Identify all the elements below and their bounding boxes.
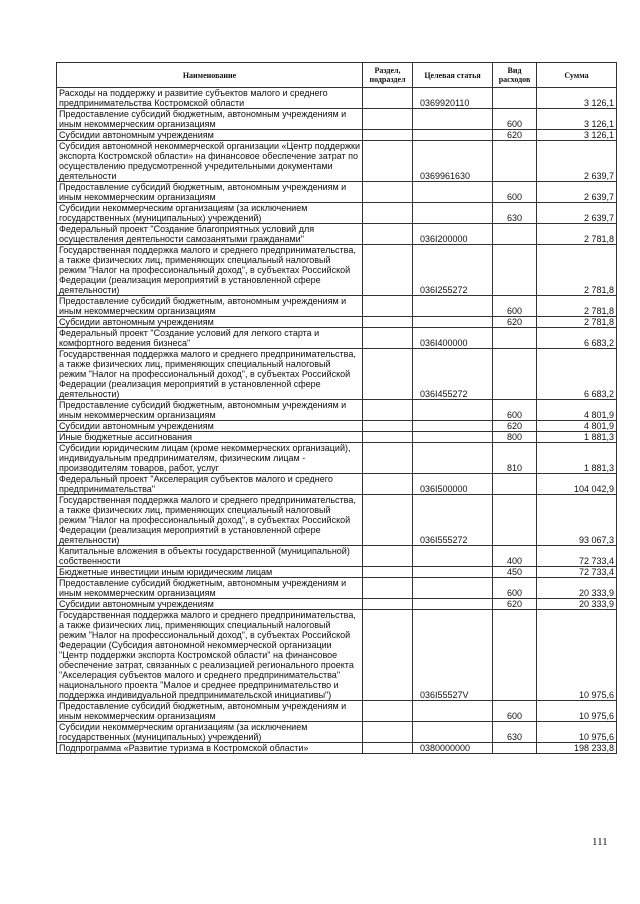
page-number: 111 (592, 836, 608, 848)
cell-name: Капитальные вложения в объекты государственной (муниципальной) собственности (57, 546, 363, 567)
cell-section (363, 203, 413, 224)
cell-type: 600 (493, 701, 537, 722)
table-row (57, 599, 617, 610)
cell-section (363, 182, 413, 203)
cell-type: 600 (493, 296, 537, 317)
table-row (57, 141, 617, 182)
table-row (57, 495, 617, 546)
table-row (57, 349, 617, 400)
cell-name: Предоставление субсидий бюджетным, автономным учреждениям и иным некоммерческим организациям (57, 578, 363, 599)
table-row (57, 296, 617, 317)
cell-section (363, 743, 413, 754)
cell-code: 036I255272 (413, 245, 493, 296)
cell-name: Бюджетные инвестиции иным юридическим лицам (57, 567, 363, 578)
cell-section (363, 224, 413, 245)
cell-sum: 1 881,3 (537, 432, 617, 443)
cell-name: Федеральный проект "Акселерация субъектов малого и среднего предпринимательства" (57, 474, 363, 495)
cell-sum: 3 126,1 (537, 88, 617, 109)
cell-sum: 93 067,3 (537, 495, 617, 546)
cell-sum: 10 975,6 (537, 701, 617, 722)
cell-sum: 6 683,2 (537, 328, 617, 349)
cell-section (363, 701, 413, 722)
cell-code: 0380000000 (413, 743, 493, 754)
table-row (57, 432, 617, 443)
cell-section (363, 109, 413, 130)
header-section: Раздел, подраздел (363, 63, 413, 88)
cell-code (413, 296, 493, 317)
cell-sum: 4 801,9 (537, 421, 617, 432)
cell-section (363, 722, 413, 743)
cell-section (363, 328, 413, 349)
cell-sum: 72 733,4 (537, 567, 617, 578)
cell-type: 810 (493, 443, 537, 474)
table-row (57, 443, 617, 474)
cell-type (493, 328, 537, 349)
cell-code (413, 432, 493, 443)
cell-type (493, 610, 537, 701)
cell-sum: 20 333,9 (537, 578, 617, 599)
table-row (57, 182, 617, 203)
cell-name: Предоставление субсидий бюджетным, автономным учреждениям и иным некоммерческим организациям (57, 109, 363, 130)
table-row (57, 722, 617, 743)
cell-section (363, 421, 413, 432)
cell-type: 620 (493, 317, 537, 328)
cell-code (413, 443, 493, 474)
cell-section (363, 141, 413, 182)
header-target: Целевая статья (413, 63, 493, 88)
cell-section (363, 432, 413, 443)
cell-name: Иные бюджетные ассигнования (57, 432, 363, 443)
table-row (57, 546, 617, 567)
cell-name: Расходы на поддержку и развитие субъектов малого и среднего предпринимательства Костромской области (57, 88, 363, 109)
cell-code (413, 546, 493, 567)
cell-sum: 20 333,9 (537, 599, 617, 610)
cell-name: Подпрограмма «Развитие туризма в Костромской области» (57, 743, 363, 754)
cell-sum: 198 233,8 (537, 743, 617, 754)
cell-section (363, 546, 413, 567)
cell-type: 600 (493, 109, 537, 130)
cell-type: 630 (493, 203, 537, 224)
cell-code: 036I400000 (413, 328, 493, 349)
cell-section (363, 599, 413, 610)
cell-type (493, 141, 537, 182)
table-row (57, 203, 617, 224)
cell-sum: 2 639,7 (537, 203, 617, 224)
budget-table (56, 62, 617, 754)
cell-sum: 1 881,3 (537, 443, 617, 474)
table-row (57, 109, 617, 130)
cell-type: 620 (493, 421, 537, 432)
cell-type: 600 (493, 182, 537, 203)
cell-code: 036I455272 (413, 349, 493, 400)
cell-name: Федеральный проект "Создание благоприятных условий для осуществления деятельности самозанятыми гражданами" (57, 224, 363, 245)
cell-section (363, 296, 413, 317)
table-row (57, 474, 617, 495)
cell-type: 600 (493, 578, 537, 599)
cell-section (363, 88, 413, 109)
cell-code (413, 701, 493, 722)
cell-sum: 2 639,7 (537, 141, 617, 182)
cell-name: Федеральный проект "Создание условий для легкого старта и комфортного ведения бизнеса" (57, 328, 363, 349)
header-sum: Сумма (537, 63, 617, 88)
cell-code: 036I500000 (413, 474, 493, 495)
cell-code (413, 567, 493, 578)
cell-type: 600 (493, 400, 537, 421)
cell-sum: 2 781,8 (537, 224, 617, 245)
cell-type (493, 474, 537, 495)
table-row (57, 610, 617, 701)
cell-section (363, 495, 413, 546)
cell-type (493, 495, 537, 546)
cell-name: Субсидия автономной некоммерческой организации «Центр поддержки экспорта Костромской области» на финансовое обеспечение затрат по осуществлению предусмотренной учредительными документами деятельности (57, 141, 363, 182)
cell-name: Субсидии автономным учреждениям (57, 421, 363, 432)
cell-name: Предоставление субсидий бюджетным, автономным учреждениям и иным некоммерческим организациям (57, 400, 363, 421)
table-header-row (57, 63, 617, 88)
cell-code (413, 599, 493, 610)
table-row (57, 245, 617, 296)
cell-sum: 3 126,1 (537, 109, 617, 130)
table-row (57, 328, 617, 349)
cell-name: Субсидии автономным учреждениям (57, 317, 363, 328)
cell-sum: 6 683,2 (537, 349, 617, 400)
cell-name: Субсидии некоммерческим организациям (за исключением государственных (муниципальных) учреждений) (57, 722, 363, 743)
table-row (57, 224, 617, 245)
cell-code: 036I555272 (413, 495, 493, 546)
cell-code (413, 109, 493, 130)
cell-name: Субсидии автономным учреждениям (57, 130, 363, 141)
cell-sum: 10 975,6 (537, 722, 617, 743)
cell-type: 450 (493, 567, 537, 578)
cell-code: 0369961630 (413, 141, 493, 182)
cell-type: 620 (493, 599, 537, 610)
table-row (57, 567, 617, 578)
cell-type (493, 88, 537, 109)
cell-type: 400 (493, 546, 537, 567)
cell-type: 620 (493, 130, 537, 141)
cell-code: 036I200000 (413, 224, 493, 245)
cell-section (363, 578, 413, 599)
cell-sum: 2 781,8 (537, 245, 617, 296)
cell-sum: 2 639,7 (537, 182, 617, 203)
cell-sum: 2 781,8 (537, 317, 617, 328)
cell-code (413, 400, 493, 421)
cell-code (413, 421, 493, 432)
table-row (57, 421, 617, 432)
cell-section (363, 474, 413, 495)
table-row (57, 130, 617, 141)
cell-name: Государственная поддержка малого и среднего предпринимательства, а также физических лиц, применяющих специальный налоговый режим "Налог на профессиональный доход", в субъектах Российской Федерации (реализация мероприятий в установленной сфере деятельности) (57, 495, 363, 546)
cell-section (363, 245, 413, 296)
cell-sum: 104 042,9 (537, 474, 617, 495)
cell-code: 036I55527V (413, 610, 493, 701)
cell-sum: 72 733,4 (537, 546, 617, 567)
cell-section (363, 349, 413, 400)
cell-name: Предоставление субсидий бюджетным, автономным учреждениям и иным некоммерческим организациям (57, 182, 363, 203)
table-row (57, 578, 617, 599)
header-type: Вид расходов (493, 63, 537, 88)
table-row (57, 743, 617, 754)
cell-section (363, 443, 413, 474)
cell-sum: 10 975,6 (537, 610, 617, 701)
cell-code (413, 578, 493, 599)
cell-code (413, 203, 493, 224)
cell-name: Государственная поддержка малого и среднего предпринимательства, а также физических лиц, применяющих специальный налоговый режим "Налог на профессиональный доход", в субъектах Российской Федерации (реализация мероприятий в установленной сфере деятельности) (57, 245, 363, 296)
cell-name: Государственная поддержка малого и среднего предпринимательства, а также физических лиц, применяющих специальный налоговый режим "Налог на профессиональный доход", в субъектах Российской Федерации (реализация мероприятий в установленной сфере деятельности) (57, 349, 363, 400)
header-name: Наименование (57, 63, 363, 88)
cell-code (413, 182, 493, 203)
cell-section (363, 400, 413, 421)
table-row (57, 88, 617, 109)
cell-section (363, 567, 413, 578)
table-row (57, 701, 617, 722)
cell-type (493, 224, 537, 245)
cell-name: Предоставление субсидий бюджетным, автономным учреждениям и иным некоммерческим организациям (57, 701, 363, 722)
cell-type (493, 349, 537, 400)
cell-name: Субсидии юридическим лицам (кроме некоммерческих организаций), индивидуальным предпринимателям, физическим лицам - производителям товаров, работ, услуг (57, 443, 363, 474)
cell-code: 0369920110 (413, 88, 493, 109)
cell-code (413, 722, 493, 743)
cell-section (363, 610, 413, 701)
cell-code (413, 130, 493, 141)
cell-name: Субсидии некоммерческим организациям (за исключением государственных (муниципальных) учреждений) (57, 203, 363, 224)
cell-name: Государственная поддержка малого и среднего предпринимательства, а также физических лиц, применяющих специальный налоговый режим "Налог на профессиональный доход", в субъектах Российской Федерации (Субсидия автономной некоммерческой организации "Центр поддержки экспорта Костромской области" на финансовое обеспечение затрат, связанных с реализацией регионального проекта "Акселерация субъектов малого и среднего предпринимательства" национального проекта "Малое и среднее предпринимательство и поддержка индивидуальной предпринимательской инициативы") (57, 610, 363, 701)
cell-section (363, 317, 413, 328)
cell-type (493, 743, 537, 754)
cell-name: Субсидии автономным учреждениям (57, 599, 363, 610)
cell-name: Предоставление субсидий бюджетным, автономным учреждениям и иным некоммерческим организациям (57, 296, 363, 317)
cell-type: 630 (493, 722, 537, 743)
table-row (57, 400, 617, 421)
cell-sum: 2 781,8 (537, 296, 617, 317)
cell-sum: 3 126,1 (537, 130, 617, 141)
cell-sum: 4 801,9 (537, 400, 617, 421)
cell-type: 800 (493, 432, 537, 443)
table-row (57, 317, 617, 328)
cell-code (413, 317, 493, 328)
cell-type (493, 245, 537, 296)
cell-section (363, 130, 413, 141)
